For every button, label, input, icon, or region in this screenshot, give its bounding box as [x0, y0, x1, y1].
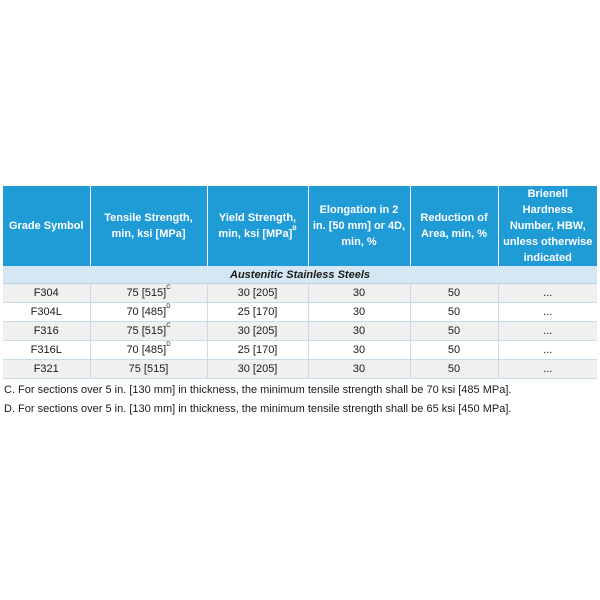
cell-reduction: 50 [410, 303, 498, 322]
cell-elongation: 30 [308, 284, 410, 303]
cell-tensile-footnote-mark: C [166, 323, 171, 329]
cell-elongation: 30 [308, 341, 410, 360]
cell-hardness: ... [498, 322, 597, 341]
cell-grade: F321 [3, 360, 90, 379]
footnote-d: D. For sections over 5 in. [130 mm] in thickness, the minimum tensile strength shall be 65 ksi [450 MPa]. [4, 403, 512, 415]
table-row [3, 341, 597, 360]
cell-yield: 25 [170] [207, 303, 308, 322]
cell-reduction: 50 [410, 322, 498, 341]
cell-yield: 30 [205] [207, 284, 308, 303]
cell-tensile-footnote-mark: D [166, 342, 171, 348]
header-row [3, 186, 597, 266]
cell-hardness: ... [498, 341, 597, 360]
cell-tensile-footnote-mark: D [166, 304, 171, 310]
mechanical-properties-table-container [3, 186, 597, 419]
cell-hardness: ... [498, 284, 597, 303]
section-title: Austenitic Stainless Steels [3, 266, 597, 284]
section-row [3, 266, 597, 284]
header-grade-symbol: Grade Symbol [3, 186, 90, 266]
cell-hardness: ... [498, 303, 597, 322]
table-row [3, 303, 597, 322]
cell-reduction: 50 [410, 341, 498, 360]
cell-grade: F316L [3, 341, 90, 360]
cell-tensile-value: 75 [515] [128, 363, 169, 375]
cell-hardness: ... [498, 360, 597, 379]
cell-tensile-value: 75 [515] [126, 287, 167, 299]
cell-grade: F316 [3, 322, 90, 341]
cell-elongation: 30 [308, 360, 410, 379]
header-reduction-of-area: Reduction of Area, min, % [410, 186, 498, 266]
cell-tensile [90, 341, 207, 360]
cell-tensile [90, 284, 207, 303]
cell-reduction: 50 [410, 360, 498, 379]
header-yield-footnote-mark: B [292, 226, 297, 232]
footnotes [3, 381, 597, 419]
cell-grade: F304 [3, 284, 90, 303]
cell-elongation: 30 [308, 303, 410, 322]
header-yield-strength [207, 186, 308, 266]
table-row [3, 284, 597, 303]
cell-tensile-value: 75 [515] [126, 325, 167, 337]
cell-tensile [90, 322, 207, 341]
header-yield-strength-label: Yield Strength, min, ksi [MPa] [218, 212, 297, 240]
cell-grade: F304L [3, 303, 90, 322]
header-elongation: Elongation in 2 in. [50 mm] or 4D, min, % [308, 186, 410, 266]
cell-tensile-value: 70 [485] [126, 344, 167, 356]
table-row [3, 360, 597, 379]
cell-elongation: 30 [308, 322, 410, 341]
cell-reduction: 50 [410, 284, 498, 303]
header-brinell-hardness: Brienell Hardness Number, HBW, unless otherwise indicated [498, 186, 597, 266]
cell-tensile-value: 70 [485] [126, 306, 167, 318]
footnote-c: C. For sections over 5 in. [130 mm] in thickness, the minimum tensile strength shall be 70 ksi [485 MPa]. [4, 384, 512, 396]
header-tensile-strength: Tensile Strength, min, ksi [MPa] [90, 186, 207, 266]
cell-tensile [90, 360, 207, 379]
cell-yield: 30 [205] [207, 360, 308, 379]
cell-yield: 25 [170] [207, 341, 308, 360]
cell-tensile-footnote-mark: C [166, 285, 171, 291]
cell-tensile [90, 303, 207, 322]
mechanical-properties-table [3, 186, 597, 379]
table-row [3, 322, 597, 341]
cell-yield: 30 [205] [207, 322, 308, 341]
